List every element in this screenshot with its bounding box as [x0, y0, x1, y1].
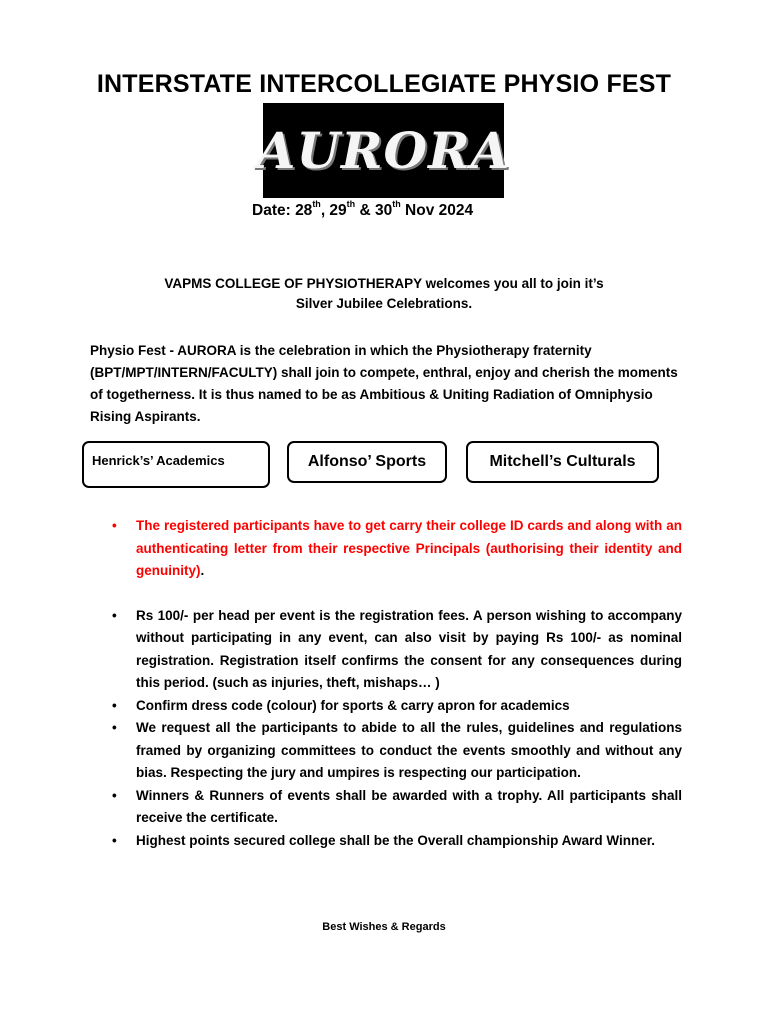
bullet-icon: •	[112, 720, 117, 735]
welcome-line-1: VAPMS COLLEGE OF PHYSIOTHERAPY welcomes you all to join it’s	[164, 276, 604, 291]
closing-note: Best Wishes & Regards	[322, 921, 446, 933]
rule-id-cards: • The registered participants have to get carry their college ID cards and along with an authenticating letter from their respective Principals (authorising their identity and genuinity).	[112, 515, 682, 583]
bullet-icon: •	[112, 787, 117, 803]
bullet-icon: •	[112, 607, 117, 623]
rule-dress-code: • Confirm dress code (colour) for sports & carry apron for academics	[112, 695, 682, 718]
rule-abide: • We request all the participants to abide to all the rules, guidelines and regulations framed by organizing committees to conduct the events smoothly and without any bias. Respecting the jury and umpires is respecting our participation.	[112, 717, 682, 785]
aurora-logo	[256, 103, 511, 198]
category-academics	[82, 441, 270, 488]
category-culturals	[466, 441, 659, 483]
page-title: INTERSTATE INTERCOLLEGIATE PHYSIO FEST	[96, 70, 672, 98]
bullet-icon: •	[112, 697, 117, 713]
category-sports	[287, 441, 447, 483]
category-sports-label: Alfonso’ Sports	[307, 453, 427, 470]
rule-awards: • Winners & Runners of events shall be awarded with a trophy. All participants shall receive the certificate.	[112, 785, 682, 830]
bullet-icon: •	[112, 518, 117, 533]
welcome-line-2: Silver Jubilee Celebrations.	[295, 296, 473, 311]
rule-fees: • Rs 100/- per head per event is the registration fees. A person wishing to accompany without participating in any event, can also visit by paying Rs 100/- as nominal registration. Registration itself confirms the consent for any consequences during this period. (such as injuries, theft, mishaps… )	[112, 605, 682, 695]
rule-championship: • Highest points secured college shall be the Overall championship Award Winner.	[112, 830, 682, 853]
event-date: Date: 28th, 29th & 30th Nov 2024	[252, 199, 474, 219]
bullet-icon: •	[112, 832, 117, 848]
intro-paragraph: Physio Fest - AURORA is the celebration in which the Physiotherapy fraternity (BPT/MPT/INTERN/FACULTY) shall join to compete, enthral, enjoy and cherish the moments of togetherness. It is thus named to be as Ambitious & Uniting Radiation of Omniphysio Rising Aspirants.	[90, 343, 678, 424]
logo-text: AURORA	[256, 121, 511, 180]
category-academics-label: Henrick’s’ Academics	[92, 453, 225, 468]
welcome-message	[0, 274, 768, 314]
category-culturals-label: Mitchell’s Culturals	[489, 453, 636, 470]
rules-list	[112, 515, 682, 852]
